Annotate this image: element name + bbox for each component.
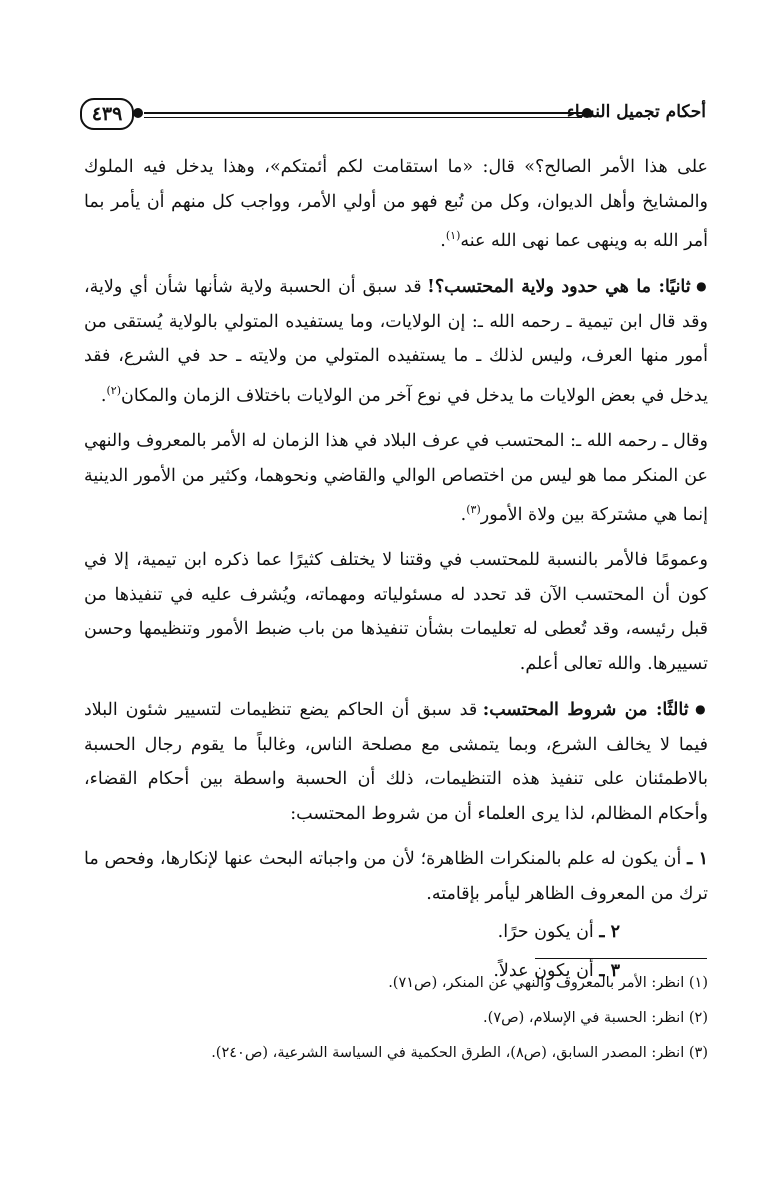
section-heading-2: ● ثانيًا: ما هي حدود ولاية المحتسب؟! [427,277,708,297]
paragraph-2-text: قد سبق أن الحسبة ولاية شأنها شأن أي ولاية، وقد قال ابن تيمية ـ رحمه الله ـ: إن الولايات، وما يستفيده المتولي بالولاية يُستقى من أمور منها العرف، وليس لذلك ـ ما يستفيده المتولي من ولايته ـ حد في الشرع، فقد يدخل في بعض الولايات ما يدخل في نوع آخر من الولايات باختلاف الزمان والمكان [84,277,708,406]
footnote-3: (٣) انظر: المصدر السابق، (ص٨)، الطرق الحكمية في السياسة الشرعية، (ص٢٤٠). [211,1045,708,1061]
condition-item-2 [84,915,620,950]
header-rule [144,112,582,114]
footnote-ref-1: (١) [445,229,461,242]
paragraph-1 [84,150,708,258]
footnote-ref-2: (٢) [106,383,121,397]
paragraph-1-text: على هذا الأمر الصالح؟» قال: «ما استقامت لكم أئمتكم»، وهذا يدخل فيه الملوك والمشايخ وأهل الديوان، وكل من تُبع فهو من أولي الأمر، وواجب كل منهم أن يأمر بما أمر الله به وينهى عما نهى الله عنه [84,157,708,251]
paragraph-4 [84,543,708,681]
body-text [84,150,708,992]
paragraph-5 [84,692,708,831]
paragraph-2 [84,269,708,413]
footnote-2: (٢) انظر: الحسبة في الإسلام، (ص٧). [483,1010,708,1026]
condition-number-3: ٣ ـ [599,960,620,981]
paragraph-3-text: وقال ـ رحمه الله ـ: المحتسب في عرف البلاد في هذا الزمان له الأمر بالمعروف والنهي عن المنكر مما هو ليس من اختصاص الوالي والقاضي ونحوهما، وكثير من الأمور الدينية إنما هي مشتركة بين ولاة الأمور [84,431,708,525]
condition-item-1 [84,842,708,911]
book-title: أحكام تجميل النساء [566,102,706,122]
condition-number-1: ١ ـ [687,849,708,870]
running-header [80,92,706,136]
section-heading-3: ● ثالثًا: من شروط المحتسب: [483,700,708,720]
condition-text-1: أن يكون له علم بالمنكرات الظاهرة؛ لأن من واجباته البحث عنها لإنكارها، وفحص ما ترك من المعروف الظاهر ليأمر بإقامته. [84,849,708,904]
footnote-separator [535,958,707,959]
footnote-ref-3: (٣) [466,503,481,517]
condition-text-2: أن يكون حرًا. [497,922,600,943]
paragraph-5-text: قد سبق أن الحاكم يضع تنظيمات لتسيير شئون البلاد فيما لا يخالف الشرع، وبما يتمشى مع مصلحة الناس، وغالباً ما يقوم رجال الحسبة بالاطمئنان على تنفيذ هذه التنظيمات، ذلك أن الحسبة واسطة بين أحكام القضاء، وأحكام المظالم، لذا يرى العلماء أن من شروط المحتسب: [84,700,708,824]
paragraph-3-end: . [460,504,467,525]
footnote-1: (١) انظر: الأمر بالمعروف والنهي عن المنكر، (ص٧١). [388,975,708,991]
header-dot-left [133,108,143,118]
condition-text-3: أن يكون عدلاً. [493,960,600,981]
header-rule-thin [144,117,582,118]
paragraph-4-text: وعمومًا فالأمر بالنسبة للمحتسب في وقتنا لا يختلف كثيرًا عما ذكره ابن تيمية، إلا في كون أن المحتسب الآن قد تحدد له مسئولياته ومهماته، ويُشرف عليه في تنفيذها من قبل رئيسه، وقد تُعطى له تعليمات بشأن تنفيذها من باب ضبط الأمور وتنظيمها وحسن تسييرها. والله تعالى أعلم. [84,550,708,674]
page-number: ٤٣٩ [80,98,134,130]
footnotes [84,966,708,1071]
paragraph-2-end: . [100,385,107,406]
paragraph-3 [84,424,708,532]
condition-number-2: ٢ ـ [599,922,620,943]
paragraph-1-end: . [440,230,446,251]
